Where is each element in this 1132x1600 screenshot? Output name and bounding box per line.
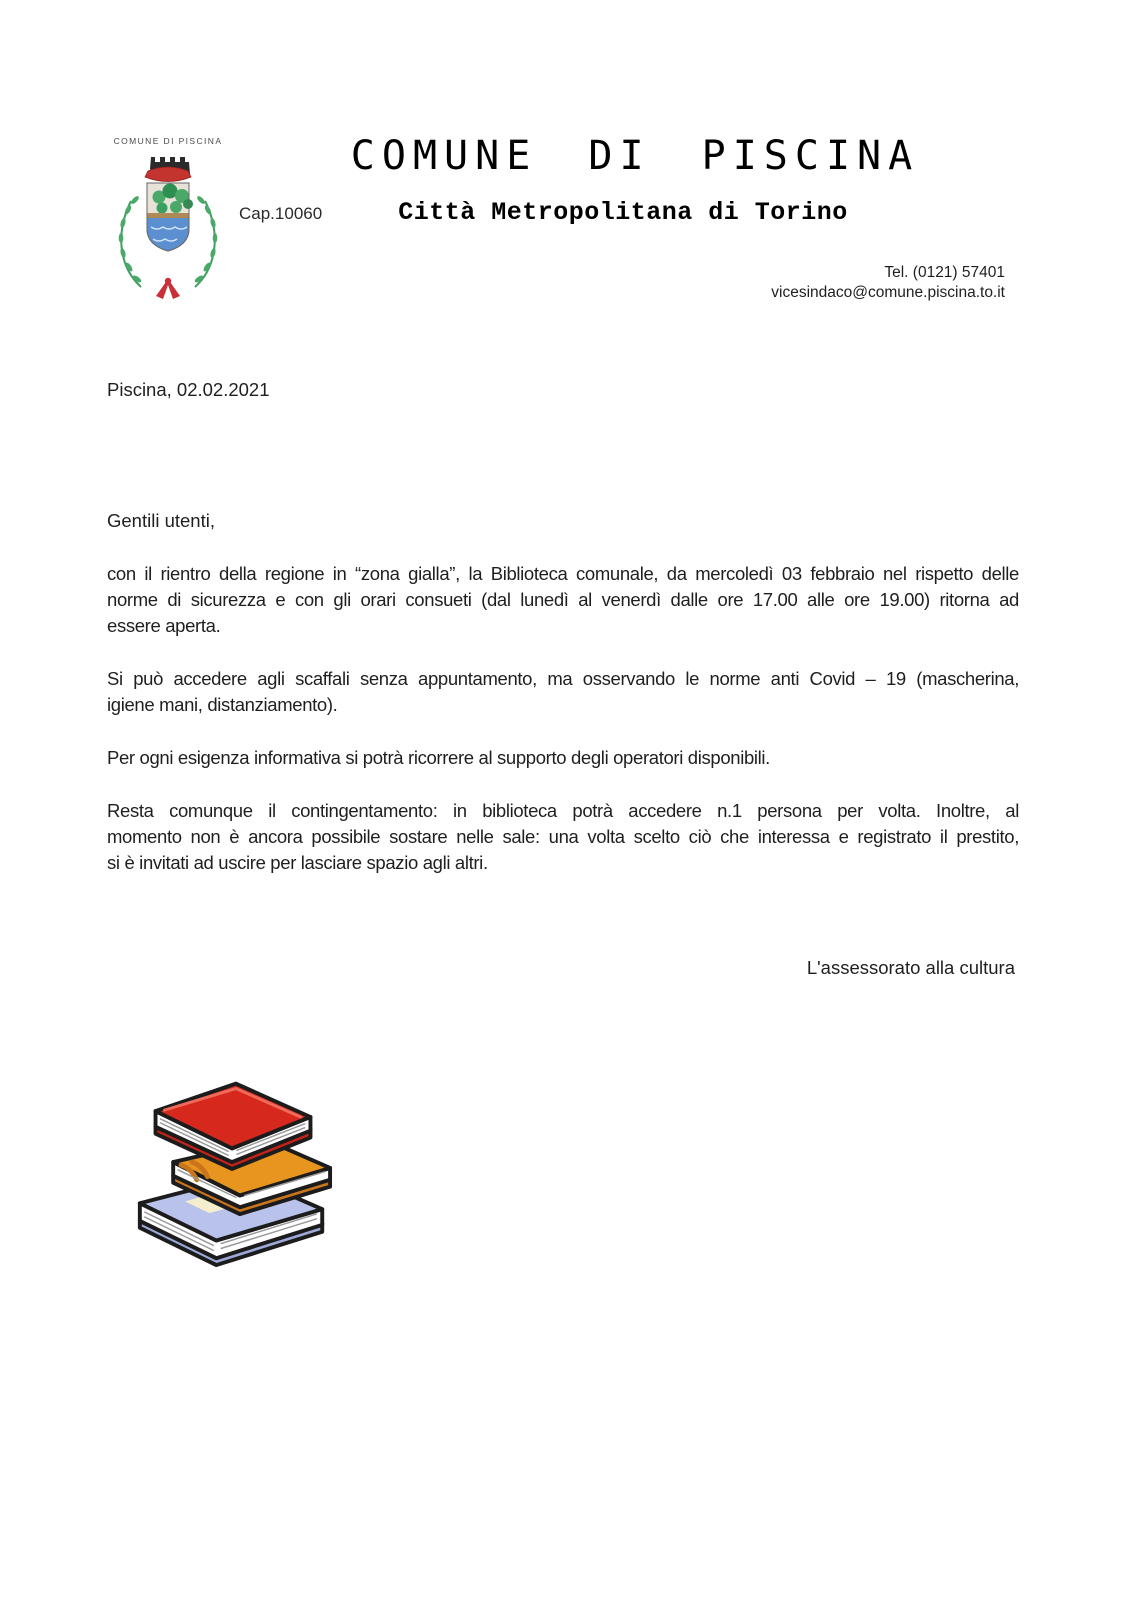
page-title: COMUNE DI PISCINA xyxy=(350,133,920,179)
paragraph xyxy=(107,798,1019,876)
crest-caption: COMUNE DI PISCINA xyxy=(113,136,223,146)
paragraph-line: Si può accedere agli scaffali senza appuntamento, ma osservando le norme anti Covid – 19 (mascherina, xyxy=(107,668,1019,689)
dateline: Piscina, 02.02.2021 xyxy=(107,379,270,400)
paragraph xyxy=(107,561,1019,639)
paragraph xyxy=(107,745,1019,771)
paragraph-line: con il rientro della regione in “zona gialla”, la Biblioteca comunale, da mercoledì 03 febbraio nel rispetto delle xyxy=(107,563,1019,584)
paragraph-line: essere aperta. xyxy=(107,615,221,636)
paragraph-line: si è invitati ad uscire per lasciare spazio agli altri. xyxy=(107,852,488,873)
letter-body xyxy=(107,0,1019,1000)
paragraph-line: momento non è ancora possibile sostare nelle sale: una volta scelto ciò che interessa e registrato il prestito, xyxy=(107,826,1019,847)
signature: L'assessorato alla cultura xyxy=(806,957,1015,978)
phone-number: Tel. (0121) 57401 xyxy=(884,264,1005,281)
books-illustration xyxy=(130,1066,336,1268)
paragraph-line: norme di sicurezza e con gli orari consueti (dal lunedì al venerdì dalle ore 17.00 alle ore 19.00) ritorna ad xyxy=(107,589,1019,610)
paragraph xyxy=(107,666,1019,718)
paragraph-line: Per ogni esigenza informativa si potrà ricorrere al supporto degli operatori disponibili. xyxy=(107,747,770,768)
salutation: Gentili utenti, xyxy=(107,510,215,531)
page-subtitle: Città Metropolitana di Torino xyxy=(398,198,848,227)
cap-label: Cap.10060 xyxy=(239,204,323,223)
book-stack-icon xyxy=(130,1066,336,1268)
paragraph-line: igiene mani, distanziamento). xyxy=(107,694,338,715)
email-address: vicesindaco@comune.piscina.to.it xyxy=(771,284,1005,301)
paragraph-line: Resta comunque il contingentamento: in biblioteca potrà accedere n.1 persona per volta. Inoltre, al xyxy=(107,800,1019,821)
